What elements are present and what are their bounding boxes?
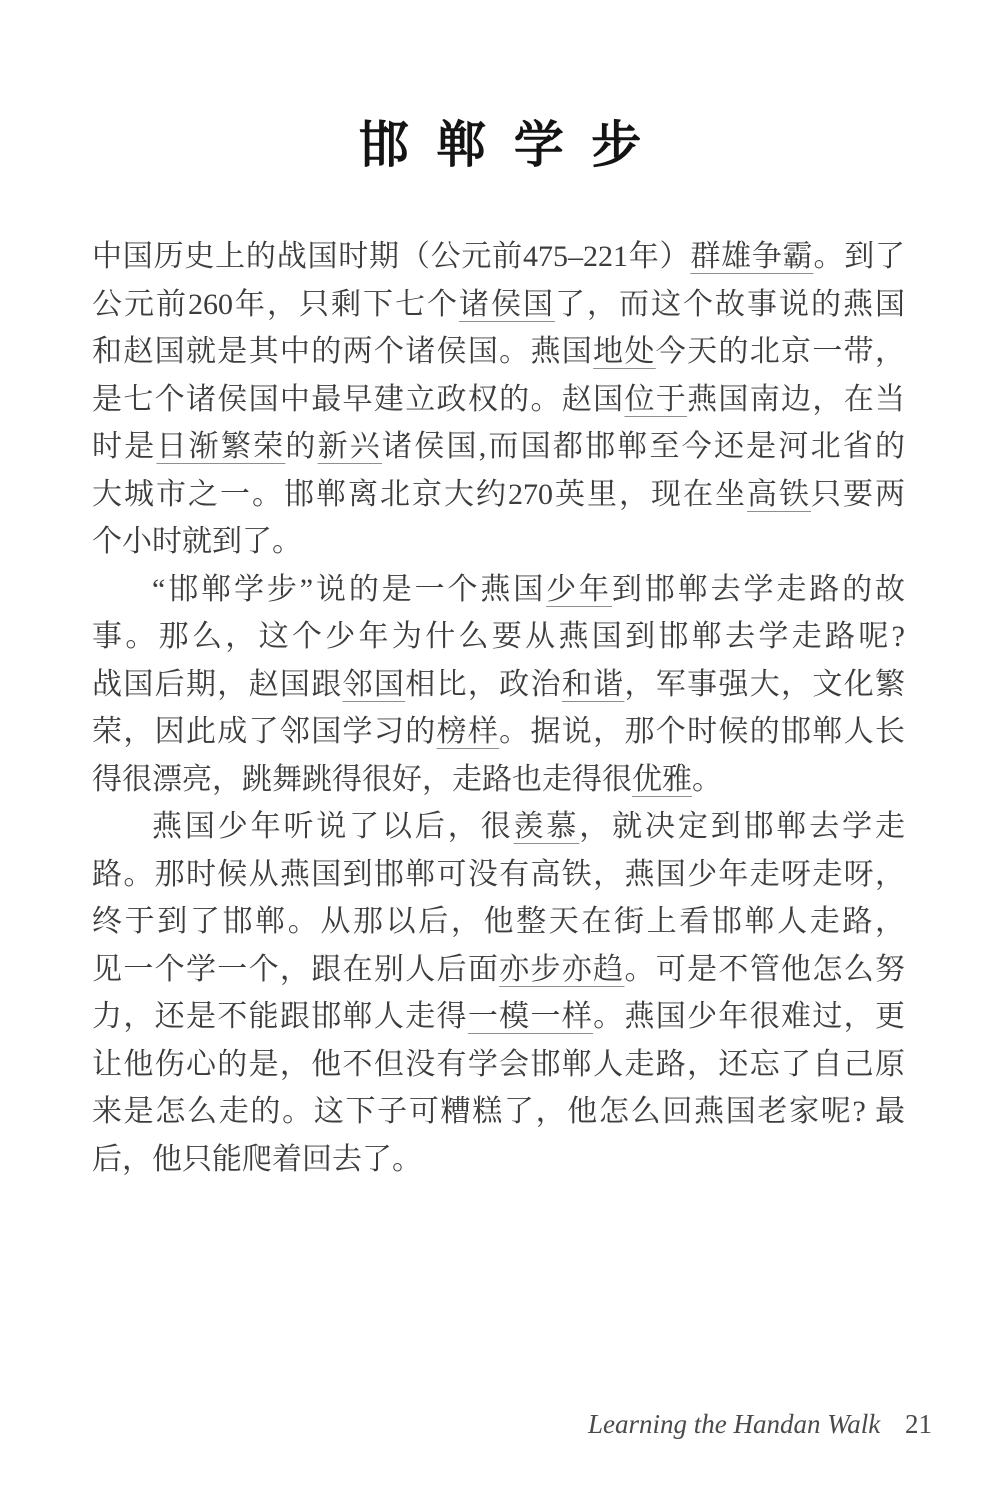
vocabulary-term: 羡慕: [513, 810, 580, 843]
text-run: 。燕国少年很难过，更: [593, 1000, 905, 1033]
vocabulary-term: 群雄争霸: [690, 240, 814, 273]
vocabulary-term: 少年: [546, 572, 612, 606]
text-run: 中国历史上的战国时期（公元前475–221年）: [92, 240, 691, 273]
text-line: [92, 993, 905, 1041]
text-run: 来是怎么走的。这下子可糟糕了，他怎么回燕国老家呢? 最: [92, 1095, 905, 1128]
text-line: [92, 423, 905, 471]
story-text: [92, 233, 905, 1183]
vocabulary-term: 邻国: [342, 667, 406, 701]
text-line: [92, 946, 905, 994]
footer-page-number: 21: [905, 1409, 932, 1439]
text-run: 终于到了邯郸。从那以后，他整天在街上看邯郸人走路，: [92, 905, 905, 938]
text-line: [92, 1136, 905, 1184]
text-line: [92, 1041, 905, 1089]
text-line: [92, 613, 905, 661]
text-line: [92, 376, 905, 424]
text-line: [92, 471, 905, 519]
text-run: 了，而这个故事说的燕国: [555, 287, 905, 321]
text-run: 。据说，那个时候的邯郸人长: [499, 715, 905, 748]
text-line: [92, 898, 905, 946]
text-run: 。: [692, 762, 722, 796]
text-run: 大城市之一。邯郸离北京大约270英里，现在坐: [92, 477, 747, 511]
page-footer: [588, 1408, 932, 1440]
text-run: 后，他只能爬着回去了。: [92, 1142, 422, 1176]
text-run: 公元前260年，只剩下七个: [92, 287, 459, 321]
vocabulary-term: 地处: [593, 335, 656, 368]
text-run: 时是: [92, 430, 157, 463]
vocabulary-term: 和谐: [561, 667, 625, 701]
text-run: 诸侯国,而国都邯郸至今还是河北省的: [382, 430, 905, 463]
text-line: [92, 328, 905, 376]
vocabulary-term: 高铁: [747, 477, 811, 511]
text-run: 。到了: [813, 240, 905, 273]
text-run: 。可是不管他怎么努: [624, 952, 905, 986]
footer-running-title: Learning the Handan Walk: [588, 1409, 881, 1439]
text-run: 到邯郸去学走路的故: [611, 572, 905, 606]
text-run: 是七个诸侯国中最早建立政权的。赵国: [92, 382, 625, 416]
text-run: 得很漂亮，跳舞跳得很好，走路也走得很: [92, 762, 632, 796]
text-run: 荣，因此成了邻国学习的: [92, 715, 437, 748]
text-run: 和赵国就是其中的两个诸侯国。燕国: [92, 335, 594, 368]
text-run: ，军事强大，文化繁: [624, 667, 905, 701]
vocabulary-term: 日渐繁荣: [156, 430, 286, 463]
text-line: [92, 851, 905, 899]
text-run: 个小时就到了。: [92, 525, 302, 558]
vocabulary-term: 一模一样: [467, 1000, 594, 1033]
vocabulary-term: 诸侯国: [459, 287, 555, 321]
text-line: [92, 803, 905, 851]
text-run: 战国后期，赵国跟: [92, 667, 343, 701]
text-run: 相比，政治: [405, 667, 562, 701]
text-run: 只要两: [811, 477, 905, 511]
vocabulary-term: 亦步亦趋: [499, 952, 625, 986]
text-run: 燕国南边，在当: [687, 382, 905, 416]
text-run: 今天的北京一带，: [655, 335, 905, 368]
vocabulary-term: 位于: [624, 382, 688, 416]
text-line: [92, 233, 905, 281]
text-line: [92, 281, 905, 329]
text-run: 事。那么，这个少年为什么要从燕国到邯郸去学走路呢?: [92, 620, 905, 653]
text-line: [92, 518, 905, 566]
page-title: 邯郸学步: [358, 117, 669, 173]
text-run: 的: [285, 430, 318, 463]
text-line: [92, 566, 905, 614]
text-run: 见一个学一个，跟在别人后面: [92, 952, 500, 986]
text-run: 燕国少年听说了以后，很: [152, 810, 514, 843]
vocabulary-term: 新兴: [317, 430, 383, 463]
text-line: [92, 1088, 905, 1136]
text-run: “邯郸学步”说的是一个燕国: [152, 572, 547, 606]
text-line: [92, 756, 905, 804]
text-run: 力，还是不能跟邯郸人走得: [92, 1000, 468, 1033]
vocabulary-term: 优雅: [632, 762, 692, 796]
text-run: 让他伤心的是，他不但没有学会邯郸人走路，还忘了自己原: [92, 1047, 905, 1081]
text-run: 路。那时候从燕国到邯郸可没有高铁，燕国少年走呀走呀，: [92, 857, 905, 891]
text-run: ，就决定到邯郸去学走: [579, 810, 905, 843]
vocabulary-term: 榜样: [436, 715, 500, 748]
text-line: [92, 661, 905, 709]
text-line: [92, 708, 905, 756]
